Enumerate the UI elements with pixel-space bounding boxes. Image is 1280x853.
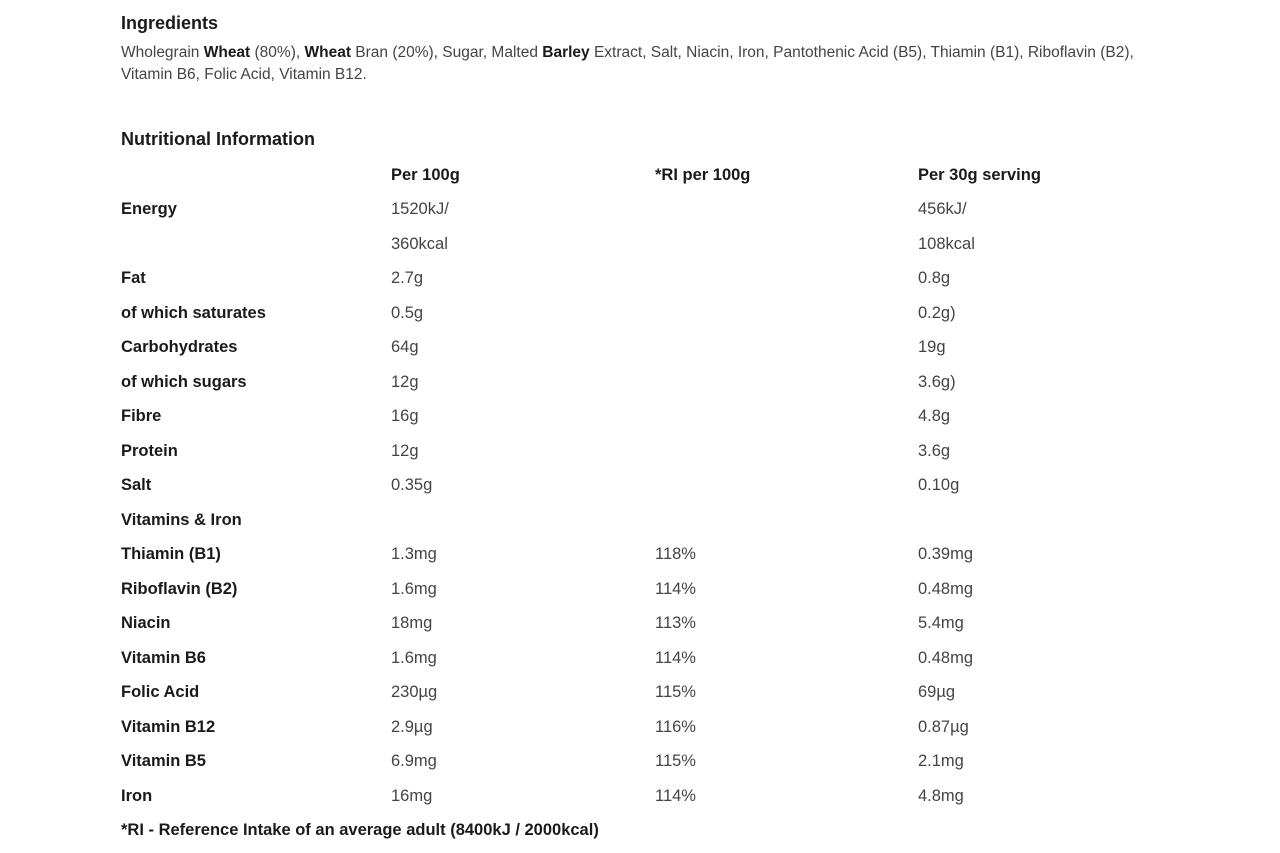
value-per-serving: 456kJ/ <box>918 200 967 219</box>
nutrition-row <box>121 400 1168 435</box>
nutrition-body <box>121 193 1168 814</box>
value-ri-per-100g <box>655 331 918 366</box>
nutrition-title: Nutritional Information <box>121 129 315 149</box>
nutrition-row <box>121 193 1168 228</box>
nutrient-name: Thiamin (B1) <box>121 545 221 564</box>
header-per-100g: Per 100g <box>391 165 460 184</box>
value-ri-per-100g <box>655 503 918 538</box>
value-ri-per-100g: 113% <box>655 614 696 633</box>
nutrition-row <box>121 641 1168 676</box>
value-per-serving: 2.1mg <box>918 752 964 771</box>
value-per-100g: 1.6mg <box>391 579 437 598</box>
nutrient-name: Carbohydrates <box>121 338 238 357</box>
nutrient-name: Salt <box>121 476 152 495</box>
nutrient-name: Niacin <box>121 614 171 633</box>
nutrition-row <box>121 538 1168 573</box>
value-ri-per-100g: 115% <box>655 683 696 702</box>
value-per-100g: 1520kJ/ <box>391 200 449 219</box>
value-ri-per-100g <box>655 296 918 331</box>
ingredients-title: Ingredients <box>121 13 219 33</box>
nutrition-row <box>121 607 1168 642</box>
nutrition-row <box>121 434 1168 469</box>
value-per-100g: 12g <box>391 372 419 391</box>
nutrition-row <box>121 572 1168 607</box>
value-ri-per-100g: 116% <box>655 717 696 736</box>
value-ri-per-100g: 115% <box>655 752 696 771</box>
value-per-100g: 16mg <box>391 786 433 805</box>
nutrition-row <box>121 469 1168 504</box>
value-per-serving <box>918 503 1168 538</box>
value-ri-per-100g: 114% <box>655 579 696 598</box>
ingredient-allergen: Wheat <box>203 44 251 61</box>
nutrition-row <box>121 296 1168 331</box>
nutrient-name: Vitamins & Iron <box>121 510 242 529</box>
value-per-serving: 69µg <box>918 683 956 702</box>
nutrient-name: Energy <box>121 200 177 219</box>
value-per-serving: 4.8mg <box>918 786 964 805</box>
nutrient-name: of which sugars <box>121 372 247 391</box>
value-ri-per-100g <box>655 227 918 262</box>
value-per-serving: 0.2g) <box>918 303 956 322</box>
nutrition-table <box>121 158 1168 814</box>
value-per-100g: 0.35g <box>391 476 433 495</box>
value-per-100g <box>391 503 655 538</box>
ingredient-allergen: Barley <box>542 44 590 61</box>
nutrition-row <box>121 779 1168 814</box>
value-per-serving: 0.39mg <box>918 545 974 564</box>
ingredients-text <box>121 42 1181 86</box>
value-per-100g: 1.3mg <box>391 545 437 564</box>
ingredient-text: Bran (20%), Sugar, Malted <box>350 44 543 61</box>
value-per-100g: 1.6mg <box>391 648 437 667</box>
nutrient-name: Fat <box>121 269 146 288</box>
value-per-100g: 230µg <box>391 683 438 702</box>
value-per-serving: 0.48mg <box>918 648 974 667</box>
nutrient-name: Folic Acid <box>121 683 200 702</box>
nutrition-row <box>121 227 1168 262</box>
value-ri-per-100g <box>655 262 918 297</box>
nutrition-row <box>121 262 1168 297</box>
value-per-serving: 0.87µg <box>918 717 969 736</box>
nutrient-name: Vitamin B6 <box>121 648 206 667</box>
value-per-serving: 3.6g) <box>918 372 956 391</box>
ingredient-text: (80%), <box>250 44 305 61</box>
value-per-100g: 64g <box>391 338 419 357</box>
value-per-serving: 5.4mg <box>918 614 964 633</box>
nutrition-row <box>121 365 1168 400</box>
value-per-100g: 0.5g <box>391 303 424 322</box>
value-per-serving: 3.6g <box>918 441 951 460</box>
nutrient-name <box>121 227 391 262</box>
value-ri-per-100g <box>655 469 918 504</box>
value-per-serving: 108kcal <box>918 234 975 253</box>
nutrient-name: of which saturates <box>121 303 266 322</box>
header-nutrient <box>121 158 391 193</box>
value-ri-per-100g: 118% <box>655 545 696 564</box>
value-per-100g: 18mg <box>391 614 433 633</box>
nutrient-name: Fibre <box>121 407 162 426</box>
value-per-100g: 2.7g <box>391 269 424 288</box>
nutrition-row <box>121 331 1168 366</box>
nutrient-name: Iron <box>121 786 153 805</box>
value-per-serving: 0.10g <box>918 476 960 495</box>
value-ri-per-100g <box>655 434 918 469</box>
value-per-100g: 2.9µg <box>391 717 433 736</box>
value-ri-per-100g: 114% <box>655 648 696 667</box>
nutrition-header-row <box>121 158 1168 193</box>
value-per-100g: 6.9mg <box>391 752 437 771</box>
ingredient-allergen: Wheat <box>304 44 351 61</box>
value-per-serving: 0.48mg <box>918 579 974 598</box>
nutrition-row <box>121 710 1168 745</box>
header-ri-per-100g: *RI per 100g <box>655 165 751 184</box>
ingredient-text: Wholegrain <box>121 44 204 61</box>
nutrient-name: Protein <box>121 441 178 460</box>
value-ri-per-100g: 114% <box>655 786 696 805</box>
nutrition-row <box>121 503 1168 538</box>
value-per-serving: 0.8g <box>918 269 951 288</box>
nutrient-name: Riboflavin (B2) <box>121 579 238 598</box>
nutrient-name: Vitamin B12 <box>121 717 216 736</box>
value-per-serving: 19g <box>918 338 946 357</box>
ingredient-text: Extract, Salt, Niacin, Iron, Pantothenic Acid (B5), Thiamin (B1), Riboflavin (B2), Vitamin B6, Folic Acid, Vitamin B12. <box>121 44 1134 83</box>
value-ri-per-100g <box>655 193 918 228</box>
value-per-100g: 360kcal <box>391 234 448 253</box>
nutrition-row <box>121 745 1168 780</box>
value-per-100g: 16g <box>391 407 419 426</box>
value-per-serving: 4.8g <box>918 407 951 426</box>
header-per-serving: Per 30g serving <box>918 165 1041 184</box>
value-ri-per-100g <box>655 400 918 435</box>
nutrient-name: Vitamin B5 <box>121 752 206 771</box>
value-ri-per-100g <box>655 365 918 400</box>
value-per-100g: 12g <box>391 441 419 460</box>
ri-footnote: *RI - Reference Intake of an average adult (8400kJ / 2000kcal) <box>121 821 599 839</box>
nutrition-row <box>121 676 1168 711</box>
